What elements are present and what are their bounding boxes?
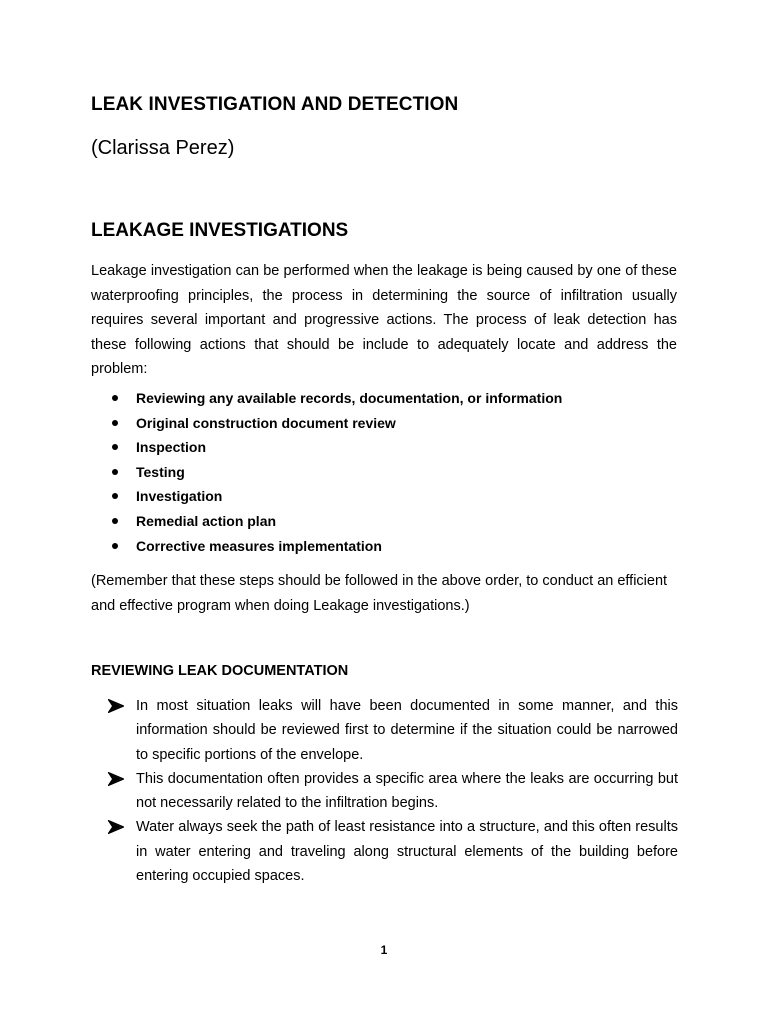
steps-list: [108, 386, 562, 558]
bullet-icon: [112, 395, 118, 401]
point-text: In most situation leaks will have been documented in some manner, and this information should be reviewed first to determine if the situation could be narrowed to specific portions of the envelope.: [136, 698, 678, 763]
list-item: [108, 534, 562, 559]
order-note: (Remember that these steps should be followed in the above order, to conduct an efficient and effective program when doing Leakage investigations.): [91, 573, 668, 614]
arrow-bullet-icon: [108, 699, 124, 713]
page-number: 1: [380, 943, 388, 957]
list-item: [108, 484, 562, 509]
list-item: [108, 694, 678, 767]
bullet-icon: [112, 518, 118, 524]
list-item: [108, 411, 562, 436]
step-text: Remedial action plan: [136, 512, 277, 529]
arrow-bullet-icon: [108, 820, 124, 834]
bullet-icon: [112, 543, 118, 549]
list-item: [108, 435, 562, 460]
author-name: (Clarissa Perez): [91, 137, 235, 159]
step-text: Reviewing any available records, documentation, or information: [136, 390, 563, 406]
point-text: Water always seek the path of least resistance into a structure, and this often results in water entering and traveling along structural elements of the building before entering occupied spaces.: [136, 819, 678, 885]
intro-paragraph: Leakage investigation can be performed when the leakage is being caused by one of these waterproofing principles, the process in determining the source of infiltration usually requires several important and progressive actions. The process of leak detection has these following actions that should be include to adequately locate and address the problem:: [91, 263, 677, 377]
step-text: Original construction document review: [136, 414, 396, 431]
document-title: LEAK INVESTIGATION AND DETECTION: [91, 94, 459, 115]
bullet-icon: [112, 493, 118, 499]
bullet-icon: [112, 444, 118, 450]
bullet-icon: [112, 420, 118, 426]
step-text: Corrective measures implementation: [136, 537, 382, 554]
step-text: Inspection: [136, 439, 207, 456]
subsection-heading: REVIEWING LEAK DOCUMENTATION: [91, 663, 349, 679]
step-text: Testing: [136, 463, 185, 480]
documentation-points-list: [108, 694, 678, 888]
section-heading: LEAKAGE INVESTIGATIONS: [91, 220, 349, 241]
list-item: [108, 815, 678, 888]
arrow-bullet-icon: [108, 772, 124, 786]
step-text: Investigation: [136, 488, 223, 505]
list-item: [108, 509, 562, 534]
point-text: This documentation often provides a specific area where the leaks are occurring but not necessarily related to the infiltration begins.: [136, 770, 678, 812]
list-item: [108, 767, 678, 816]
bullet-icon: [112, 469, 118, 475]
list-item: [108, 386, 562, 411]
list-item: [108, 460, 562, 485]
